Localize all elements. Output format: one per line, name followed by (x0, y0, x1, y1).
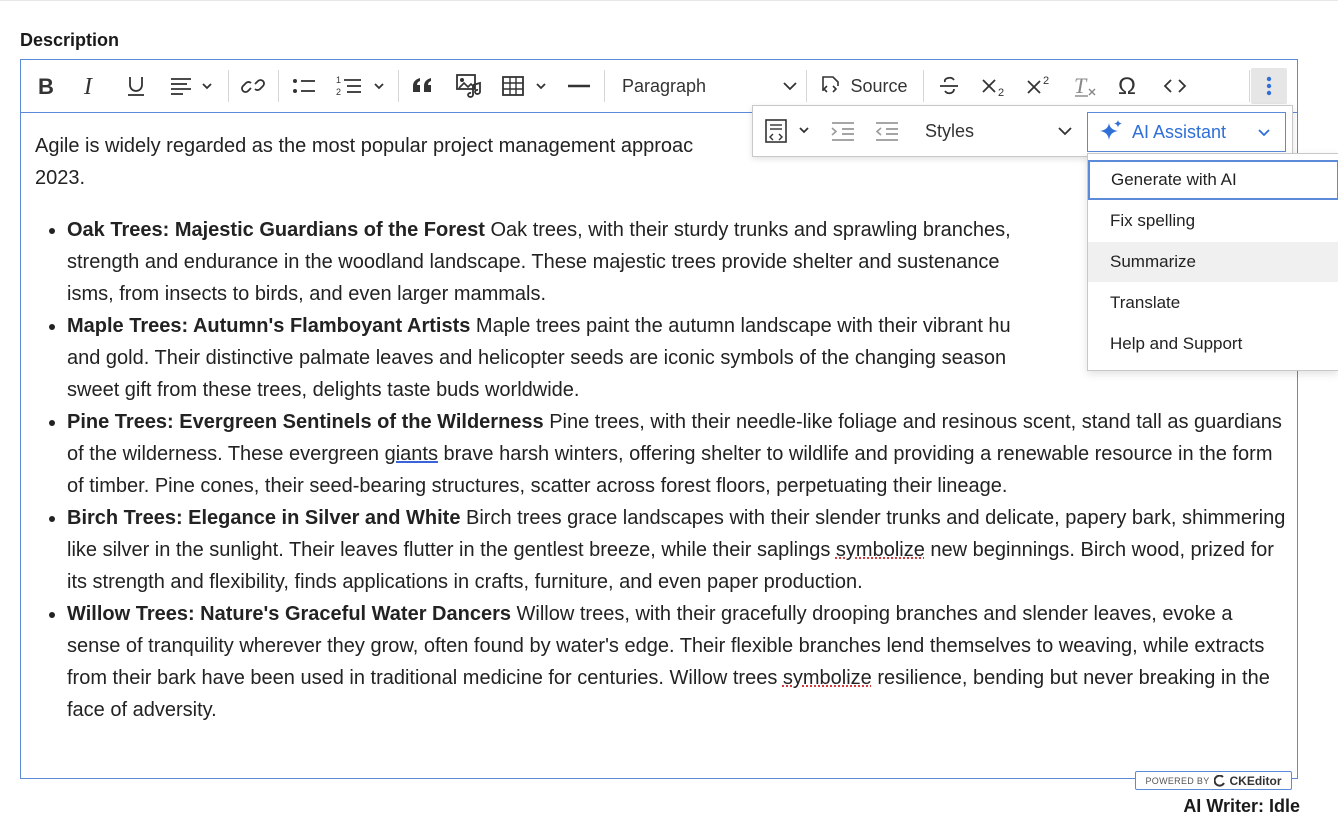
styles-label: Styles (925, 120, 975, 141)
top-divider (0, 0, 1338, 1)
list-item (67, 406, 1287, 502)
italic-icon[interactable] (79, 60, 103, 112)
list-item-text: Willow trees, with their gracefully drooping branches and slender leaves, evoke a sense of tranquility wherever they grow, often found by water's edge. Their flexible branches lend themselves to weaving, while extracts from their bark have been used in traditional medicine for centuries. Willow trees (67, 603, 1265, 689)
ai-assistant-menu (1087, 153, 1338, 371)
svg-text:2: 2 (336, 87, 342, 97)
horizontal-line-icon[interactable] (565, 60, 593, 112)
toolbar-separator (604, 70, 605, 102)
list-item-text: Pine trees, with their needle-like foliage and resinous scent, stand tall as guardians of the wilderness. These evergreen (67, 411, 1282, 465)
toolbar-separator (228, 70, 229, 102)
list-item-text: Oak trees, with their sturdy trunks and sprawling branches, (484, 219, 1011, 241)
svg-text:2: 2 (998, 87, 1005, 98)
intro-text-start: Agile is widely regarded as the most popular project management approac (35, 135, 694, 157)
list-item-text: resilience, bending but never breaking in the face of adversity. (67, 667, 1270, 721)
outdent-icon[interactable] (827, 106, 859, 156)
overflow-toolbar (752, 105, 1293, 157)
chevron-down-icon (1257, 128, 1271, 138)
list-item-title: Pine Trees: Evergreen Sentinels of the Wilderness (67, 411, 544, 433)
list-item (67, 598, 1287, 726)
link-icon[interactable] (239, 60, 267, 112)
source-icon (818, 73, 844, 99)
powered-by-badge[interactable] (1135, 771, 1292, 790)
list-item-title: Willow Trees: Nature's Graceful Water Dancers (67, 603, 511, 625)
powered-by-text: POWERED BY (1145, 775, 1210, 786)
svg-text:I: I (84, 75, 92, 97)
menu-item-summarize[interactable]: Summarize (1088, 242, 1338, 282)
chevron-down-icon (1057, 126, 1073, 136)
list-item-text: brave harsh winters, offering shelter to wildlife and providing a renewable resource in the form of timber. Pine cones, their seed-bearing structures, scatter across forest floors, perpetuating their lineage. (67, 443, 1273, 497)
insert-template-icon[interactable] (763, 106, 817, 156)
image-icon[interactable] (453, 60, 485, 112)
list-item-text: Maple trees paint the autumn landscape with their vibrant hu (470, 315, 1011, 337)
list-item-text: isms, from insects to birds, and even larger mammals. (67, 283, 547, 305)
list-item-text: new beginnings. Birch wood, prized for its strength and flexibility, finds applications in crafts, furniture, and even paper production. (67, 539, 1274, 593)
list-item-text: Birch trees grace landscapes with their slender trunks and delicate, papery bark, shimmering like silver in the sunlight. Their leaves flutter in the gentlest breeze, while their saplings (67, 507, 1286, 561)
svg-text:B: B (38, 75, 54, 97)
chevron-down-icon (782, 81, 798, 91)
list-item-title: Oak Trees: Majestic Guardians of the Forest (67, 219, 485, 241)
underline-icon[interactable] (123, 60, 149, 112)
svg-text:1: 1 (336, 75, 342, 85)
list-item-text: strength and endurance in the woodland landscape. These majestic trees provide shelter and sustenance (67, 251, 1000, 273)
ai-writer-status: AI Writer: Idle (1183, 796, 1300, 816)
intro-text-end: 2023. (35, 167, 86, 189)
svg-text:T: T (1074, 74, 1087, 98)
brand-text: CKEditor (1229, 773, 1282, 788)
toolbar-separator (1249, 70, 1250, 102)
align-icon[interactable] (167, 60, 219, 112)
numbered-list-icon[interactable] (334, 60, 390, 112)
spelling-flagged-word[interactable]: symbolize (782, 667, 872, 689)
svg-text:2: 2 (1043, 75, 1050, 87)
source-label: Source (850, 75, 908, 96)
menu-item-generate-with-ai[interactable]: Generate with AI (1088, 160, 1338, 200)
list-item-text: sweet gift from these trees, delights taste buds worldwide. (67, 379, 580, 401)
list-item (67, 502, 1287, 598)
ai-assistant-dropdown[interactable] (1087, 112, 1286, 152)
menu-item-fix-spelling[interactable]: Fix spelling (1110, 211, 1196, 230)
list-item-text: and gold. Their distinctive palmate leaves and helicopter seeds are iconic symbols of the changing season (67, 347, 1007, 369)
bulleted-list-icon[interactable] (289, 60, 319, 112)
menu-item-translate[interactable]: Translate (1110, 293, 1181, 312)
heading-dropdown-value: Paragraph (622, 75, 707, 96)
ckeditor-logo-icon (1214, 775, 1226, 787)
toolbar-separator (806, 70, 807, 102)
blockquote-icon[interactable] (409, 60, 437, 112)
more-icon[interactable] (1251, 68, 1287, 104)
spelling-flagged-word[interactable]: symbolize (835, 539, 925, 561)
toolbar-separator (398, 70, 399, 102)
menu-item-help-and-support[interactable]: Help and Support (1110, 334, 1243, 353)
list-item-title: Birch Trees: Elegance in Silver and White (67, 507, 461, 529)
grammar-flagged-word[interactable]: giants (384, 443, 438, 465)
bold-icon[interactable] (33, 60, 59, 112)
toolbar-separator (923, 70, 924, 102)
svg-text:Ω: Ω (1118, 74, 1136, 98)
toolbar-separator (278, 70, 279, 102)
ai-assistant-label: AI Assistant (1132, 121, 1227, 142)
indent-icon[interactable] (871, 106, 903, 156)
table-icon[interactable] (500, 60, 552, 112)
styles-dropdown[interactable] (925, 106, 1073, 156)
field-label: Description (20, 30, 120, 50)
sparkles-icon (1098, 119, 1124, 145)
list-item-title: Maple Trees: Autumn's Flamboyant Artists (67, 315, 471, 337)
